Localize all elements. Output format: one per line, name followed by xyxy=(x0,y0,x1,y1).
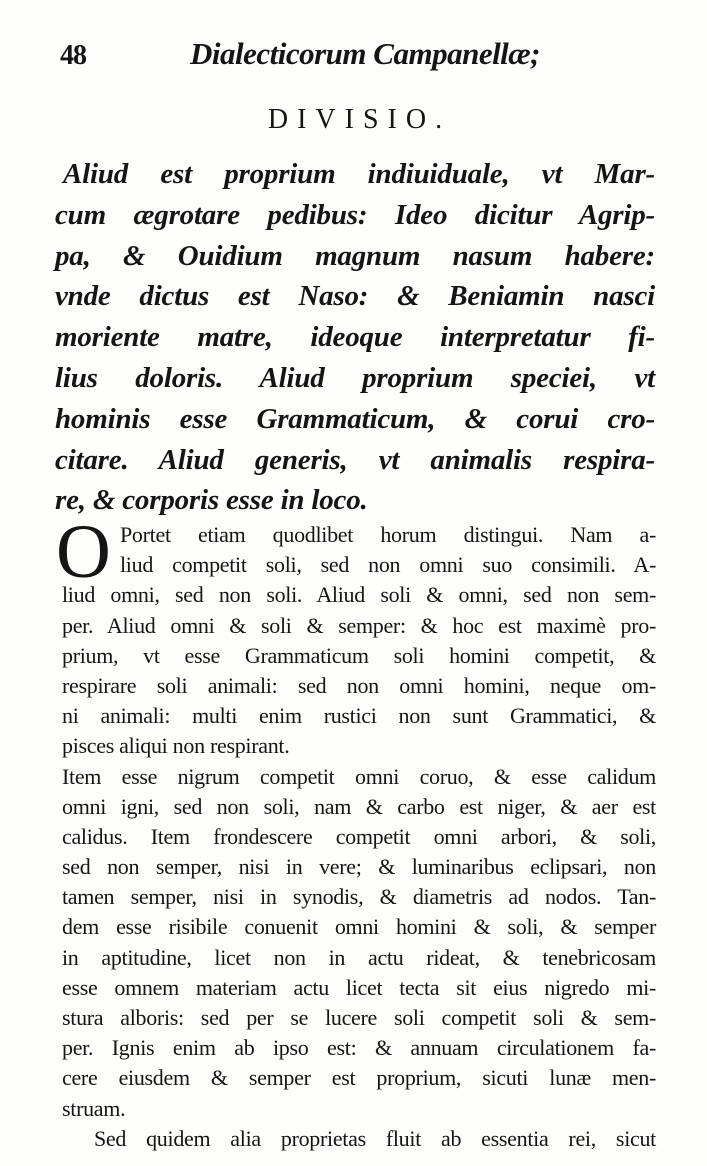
page-header xyxy=(60,36,680,80)
body-line: struam. xyxy=(62,1095,126,1121)
body-line: Sed quidem alia proprietas fluit ab essentia rei, sicut xyxy=(94,1125,656,1151)
body-line: sed non semper, nisi in vere; & luminaribus eclipsari, non xyxy=(62,854,656,880)
body-text xyxy=(56,510,656,1154)
body-line: stura alboris: sed per se lucere soli competit soli & sem- xyxy=(62,1005,656,1030)
body-line: respirare soli animali: sed non omni homini, neque om- xyxy=(62,672,656,698)
body-line: tamen semper, nisi in synodis, & diametris ad nodos. Tan- xyxy=(62,884,656,910)
body-line: per. Ignis enim ab ipso est: & annuam circulationem fa- xyxy=(62,1035,656,1061)
body-line: esse omnem materiam actu licet tecta sit eius nigredo mi- xyxy=(62,974,656,1000)
italic-line: citare. Aliud generis, vt animalis respira- xyxy=(55,443,655,476)
body-line: dem esse risibile conuenit omni homini & soli, & semper xyxy=(62,914,656,940)
running-head: Dialecticorum Campanellæ; xyxy=(190,36,541,71)
italic-line: pa, & Ouidium magnum nasum habere: xyxy=(55,239,655,272)
italic-line: re, & corporis esse in loco. xyxy=(55,484,368,517)
italic-line: cum ægrotare pedibus: Ideo dicitur Agrip- xyxy=(55,198,655,231)
body-line: per. Aliud omni & soli & semper: & hoc est maximè pro- xyxy=(62,612,656,638)
body-line: in aptitudine, licet non in actu rideat, & tenebricosam xyxy=(62,944,656,970)
italic-line: lius doloris. Aliud proprium speciei, vt xyxy=(55,361,655,394)
paragraph-1 xyxy=(56,510,656,762)
body-line: calidus. Item frondescere competit omni arbori, & soli, xyxy=(62,823,656,849)
body-line: liud omni, sed non soli. Aliud soli & omni, sed non sem- xyxy=(62,582,656,608)
body-line: pisces aliqui non respirant. xyxy=(62,733,290,759)
body-line: omni igni, sed non soli, nam & carbo est niger, & aer est xyxy=(62,793,656,819)
italic-line: hominis esse Grammaticum, & corui cro- xyxy=(55,402,655,435)
body-line: Portet etiam quodlibet horum distingui. Nam a- xyxy=(120,522,656,547)
body-line: cere eiusdem & semper est proprium, sicuti lunæ men- xyxy=(62,1065,656,1091)
body-line: ni animali: multi enim rustici non sunt Grammatici, & xyxy=(62,703,656,729)
section-heading: DIVISIO. xyxy=(267,104,452,135)
paragraph-3 xyxy=(62,1124,656,1154)
italic-line: moriente matre, ideoque interpretatur fi- xyxy=(55,321,655,354)
italic-line: vnde dictus est Naso: & Beniamin nasci xyxy=(55,280,655,313)
italic-line: Aliud est proprium indiuiduale, vt Mar- xyxy=(63,158,655,190)
body-line: liud competit soli, sed non omni suo consimili. A- xyxy=(120,552,656,578)
paragraph-2 xyxy=(62,762,656,1124)
italic-definition-paragraph xyxy=(55,154,655,521)
drop-cap: O xyxy=(56,510,111,594)
body-line: prium, vt esse Grammaticum soli homini competit, & xyxy=(62,642,656,668)
page-number: 48 xyxy=(60,40,86,71)
body-line: Item esse nigrum competit omni coruo, & esse calidum xyxy=(62,763,656,789)
